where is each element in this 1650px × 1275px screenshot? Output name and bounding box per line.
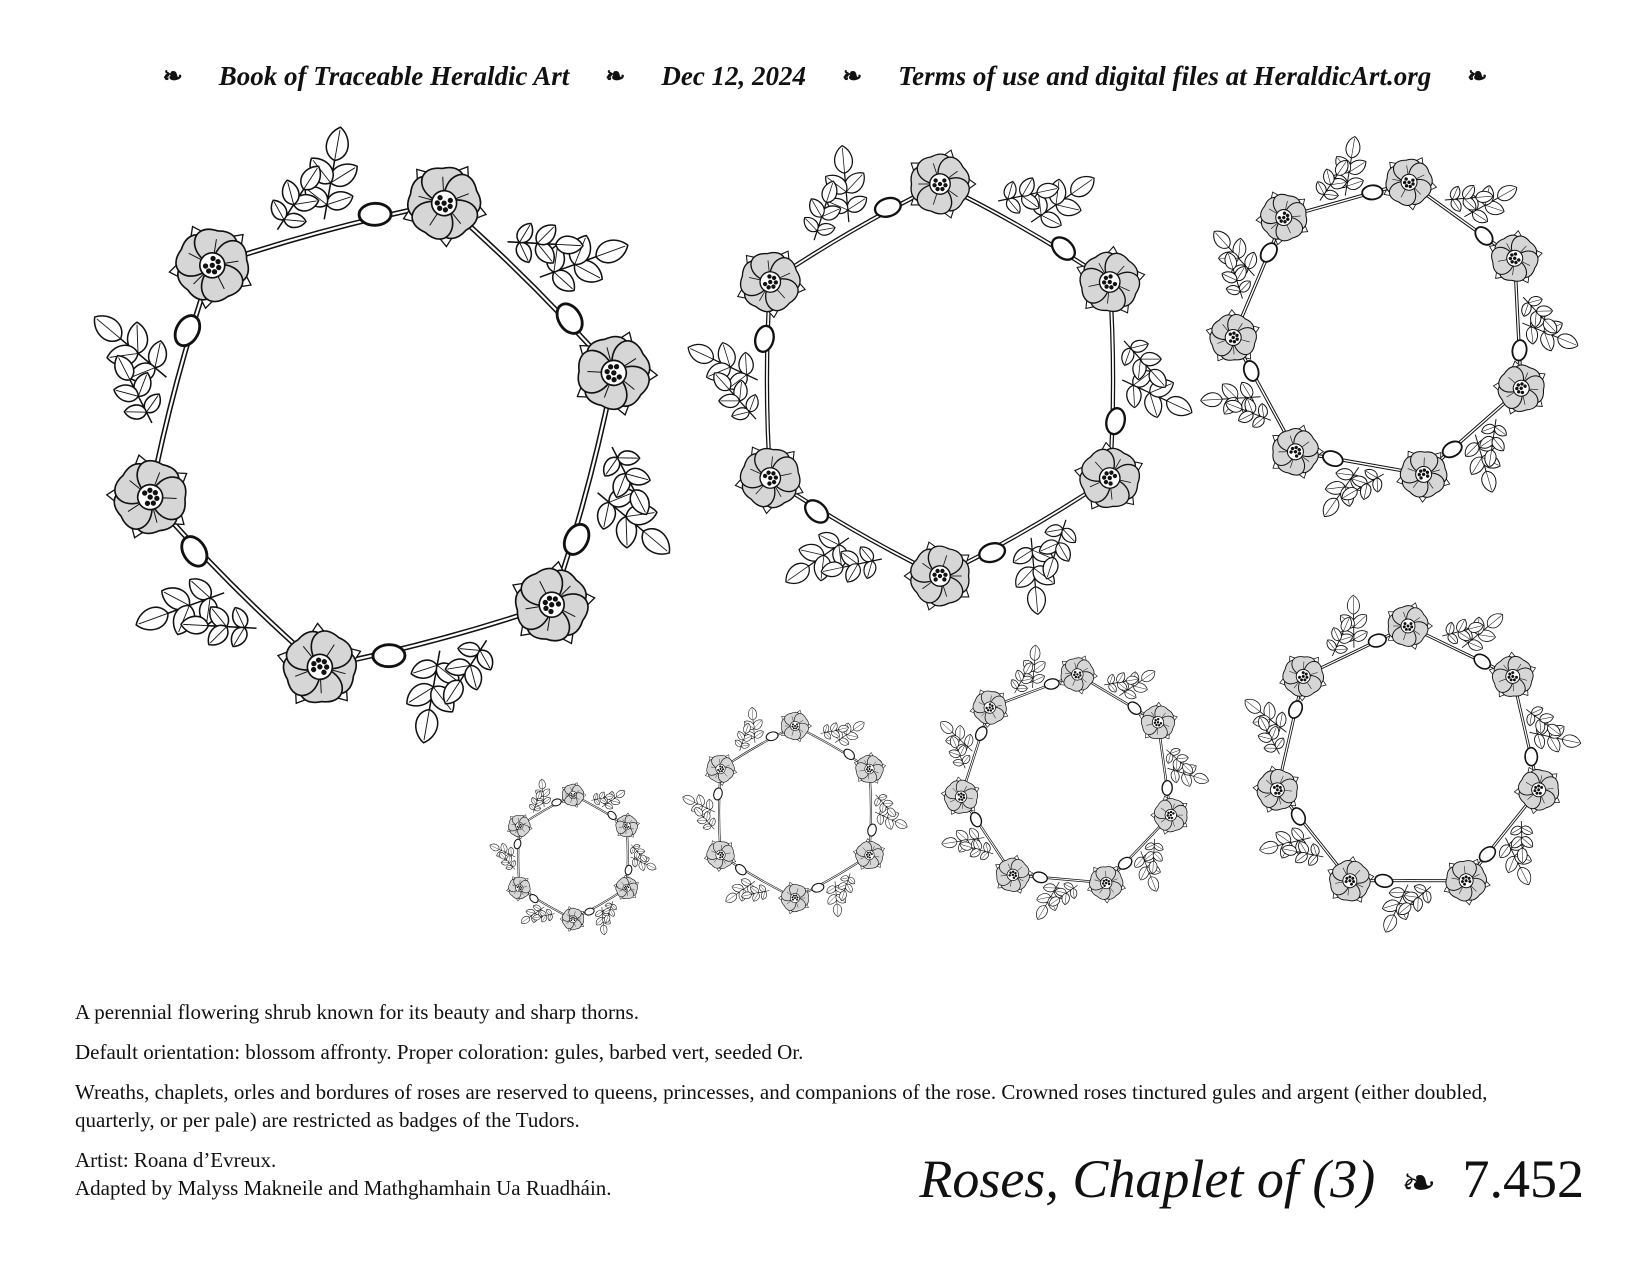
fleuron-icon: ❧ [1401,1161,1437,1207]
rose-wreath-1 [75,122,688,748]
plate-name: Roses, Chaplet of (3) [919,1149,1376,1209]
publication-date: Dec 12, 2024 [661,60,807,91]
fleuron-icon: ❧ [842,63,863,90]
rose-wreath-3 [1200,134,1586,528]
adaptation-credit: Adapted by Malyss Makneile and Mathghamhain Ua Ruadháin. [75,1176,612,1200]
plate-title [919,1148,1584,1210]
rose-wreath-2 [678,144,1202,617]
description-line-2: Default orientation: blossom affronty. Proper coloration: gules, barbed vert, seeded Or. [75,1040,804,1064]
rose-wreath-4 [486,778,660,935]
rose-wreath-6 [931,644,1212,926]
rose-wreath-7 [1235,595,1584,939]
terms-of-use: Terms of use and digital files at HeraldicArt.org [898,60,1432,91]
artist-credit: Artist: Roana d’Evreux. [75,1148,277,1172]
description-line-3: Wreaths, chaplets, orles and bordures of roses are reserved to queens, princesses, and companions of the rose. Crowned roses tinctured gules and argent (either doubled, quarterly, or per pale) are restricted as badges of the Tudors. [75,1080,1488,1132]
fleuron-icon: ❧ [605,63,626,90]
description-line-1: A perennial flowering shrub known for its beauty and sharp thorns. [75,1000,639,1024]
rose-wreath-5 [678,706,912,917]
fleuron-icon: ❧ [1467,63,1488,90]
credits [75,1146,875,1202]
plate-number: 7.452 [1462,1149,1584,1209]
book-title: Book of Traceable Heraldic Art [218,60,570,91]
fleuron-icon: ❧ [162,63,183,90]
